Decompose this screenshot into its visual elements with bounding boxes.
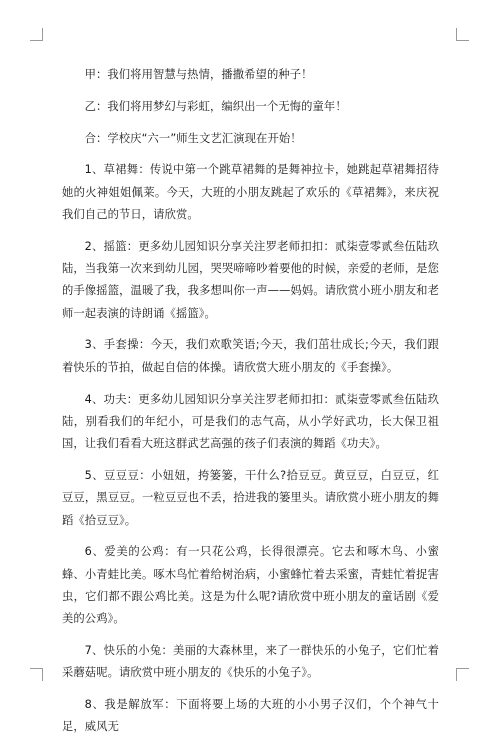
crop-mark-top-right <box>456 28 469 41</box>
paragraph-he: 合：学校庆“六一”师生文艺汇演现在开始！ <box>84 131 302 145</box>
paragraph-item-2: 2、摇篮：更多幼儿园知识分享关注罗老师扣扣：贰柒壹零贰叁伍陆玖陆，当我第一次来到幼儿园，哭哭啼啼吵着要他的时候，亲爱的老师，是您的手像摇篮，温暖了我，我多想叫你一声——妈妈。请欣赏小班小朋友和老师一起表演的诗朗诵《摇篮》。 <box>62 239 439 320</box>
crop-mark-bottom-right <box>456 668 469 681</box>
document-body <box>62 64 439 748</box>
paragraph-yi: 乙：我们将用梦幻与彩虹，编织出一个无悔的童年！ <box>84 99 347 113</box>
paragraph-item-7: 7、快乐的小兔：美丽的大森林里，来了一群快乐的小兔子，它们忙着采蘑菇呢。请欣赏中班小朋友的《快乐的小兔子》。 <box>62 644 439 680</box>
crop-mark-bottom-left <box>30 668 43 681</box>
crop-mark-top-left <box>30 28 43 41</box>
paragraph-item-1: 1、草裙舞：传说中第一个跳草裙舞的是舞神拉卡，她跳起草裙舞招待她的火神姐姐佩莱。今天，大班的小朋友跳起了欢乐的《草裙舞》，来庆祝我们自己的节日，请欣赏。 <box>62 163 439 221</box>
paragraph-jia: 甲：我们将用智慧与热情，播撒希望的种子！ <box>84 68 313 81</box>
paragraph-item-8: 8、我是解放军：下面将要上场的大班的小小男子汉们，个个神气十足，威风无 <box>62 698 439 734</box>
paragraph-item-6: 6、爱美的公鸡：有一只花公鸡，长得很漂亮。它去和啄木鸟、小蜜蜂、小青蛙比美。啄木鸟忙着给树治病，小蜜蜂忙着去采蜜，青蛙忙着捉害虫，它们都不跟公鸡比美。这是为什么呢?请欣赏中班小朋友的童话剧《爱美的公鸡》。 <box>62 545 439 626</box>
paragraph-item-4: 4、功夫：更多幼儿园知识分享关注罗老师扣扣：贰柒壹零贰叁伍陆玖陆，别看我们的年纪小，可是我们的志气高，从小学好武功，长大保卫祖国，让我们看看大班这群武艺高强的孩子们表演的舞蹈《功夫》。 <box>62 392 439 451</box>
paragraph-item-3: 3、手套操：今天，我们欢歌笑语;今天，我们茁壮成长;今天，我们跟着快乐的节拍，做起自信的体操。请欣赏大班小朋友的《手套操》。 <box>62 338 439 374</box>
paragraph-item-5: 5、豆豆豆：小妞妞，挎篓篓，干什么?拾豆豆。黄豆豆，白豆豆，红豆豆，黑豆豆。一粒豆豆也不丢，拾进我的篓里头。请欣赏小班小朋友的舞蹈《拾豆豆》。 <box>62 468 439 527</box>
